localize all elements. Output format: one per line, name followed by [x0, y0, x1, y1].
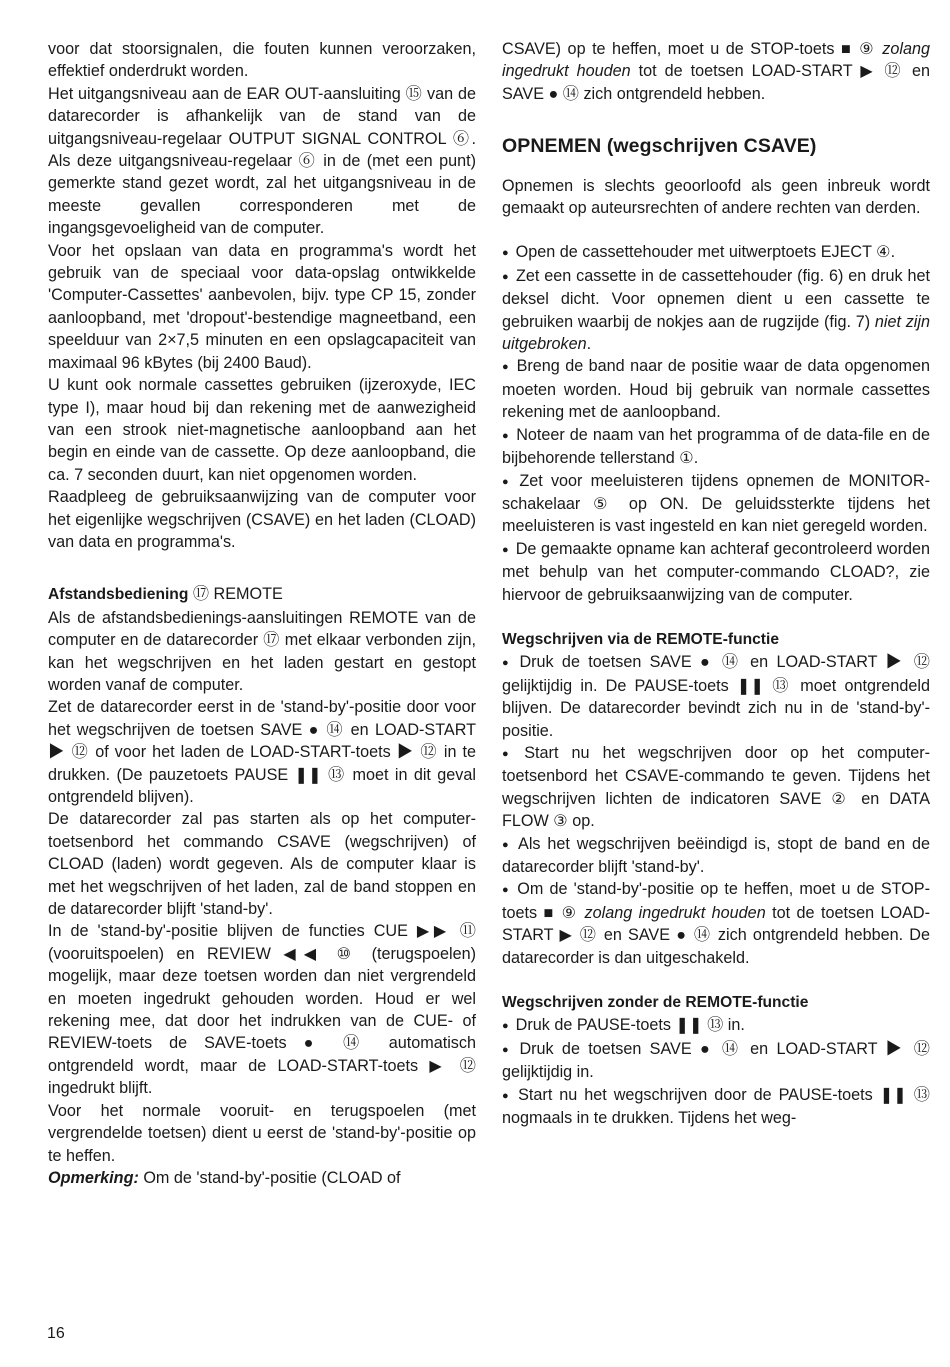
bullet-item: [502, 470, 930, 538]
emphasis-text: niet zijn uitgebroken: [502, 312, 930, 354]
paragraph: [502, 175, 930, 220]
paragraph-text: U kunt ook normale cassettes gebruiken (ijzeroxyde, IEC type I), maar houd bij dan rekening met de aanwezigheid van een strook niet-magnetische aanloopband aan het begin en einde van de cassette. Op deze aanloopband, die ca. 7 seconden duurt, kan niet opgenomen worden.: [48, 376, 476, 484]
paragraph-text: Start nu het wegschrijven door op het computer-toetsenbord het CSAVE-commando te geven. Tijdens het wegschrijven lichten de indicatoren SAVE ② en DATA FLOW ③ op.: [502, 743, 930, 831]
note-label: Opmerking:: [48, 1168, 139, 1187]
paragraph-text: Zet een cassette in de cassettehouder (fig. 6) en druk het deksel dicht. Voor opnemen dient u een cassette te gebruiken waarbij de nokjes aan de rugzijde (fig. 7): [502, 266, 930, 331]
right-column: [502, 38, 930, 1129]
paragraph: [48, 486, 476, 553]
bullet-item: [502, 1038, 930, 1084]
spacer: [502, 219, 930, 241]
paragraph-text: De gemaakte opname kan achteraf gecontroleerd worden met behulp van het computer-commando CLOAD?, zie hiervoor de gebruiksaanwijzing van de computer.: [502, 539, 930, 604]
paragraph-text: Raadpleeg de gebruiksaanwijzing van de computer voor het eigenlijke wegschrijven (CSAVE) en het laden (CLOAD) van data en programma's.: [48, 488, 476, 551]
note-text: Om de 'stand-by'-positie (CLOAD of: [138, 1168, 401, 1187]
subheading: [48, 583, 476, 606]
spacer: [502, 969, 930, 991]
subheading-text: Wegschrijven via de REMOTE-functie: [502, 630, 779, 648]
paragraph-text: In de 'stand-by'-positie blijven de functies CUE ▶▶ ⑪ (vooruitspoelen) en REVIEW ◀◀ ⑩ (terugspoelen) mogelijk, maar deze toetsen worden dan niet vergrendeld en moeten ingedrukt gehouden worden. Houd er wel rekening mee, dat door het indrukken van de CUE- of REVIEW-toets de SAVE-toets ● ⑭ automatisch ontgrendeld wordt, maar de LOAD-START-toets ▶ ⑫ ingedrukt blijft.: [48, 922, 476, 1098]
paragraph-tail: .: [586, 335, 592, 354]
paragraph-text: voor dat stoorsignalen, die fouten kunnen veroorzaken, effektief onderdrukt worden.: [48, 40, 476, 81]
subheading-suffix: ⑰ REMOTE: [188, 585, 283, 604]
paragraph-text: Breng de band naar de positie waar de data opgenomen moeten worden. Houd bij gebruik van normale cassettes rekening met de aanloopband.: [502, 357, 930, 422]
emphasis-text: zolang ingedrukt houden: [584, 903, 766, 922]
bullet-item: [502, 424, 930, 470]
paragraph-text: Om de 'stand-by'-positie op te heffen, moet u de STOP-toets ■ ⑨: [502, 880, 930, 922]
bullet-item: [502, 878, 930, 969]
paragraph: [48, 1100, 476, 1167]
paragraph-text: Open de cassettehouder met uitwerptoets EJECT ④.: [515, 243, 896, 262]
section-heading: OPNEMEN (wegschrijven CSAVE): [502, 135, 817, 158]
bullet-item: [502, 538, 930, 606]
paragraph-text: De datarecorder zal pas starten als op het computer-toetsenbord het commando CSAVE (wegschrijven) of CLOAD (laden) wordt gegeven. Als de computer klaar is met het wegschrijven of het laden, zal de band stoppen en de datarecorder blijft 'stand-by'.: [48, 810, 476, 919]
paragraph-tail: tot de toetsen LOAD-START ▶ ⑫ en SAVE ● ⑭ zich ontgrendeld hebben. De datarecorder is dan uitgeschakeld.: [502, 903, 930, 967]
bullet-item: [502, 742, 930, 833]
bullet-item: [502, 265, 930, 356]
paragraph: [502, 38, 930, 105]
bullet-item: [502, 833, 930, 879]
paragraph-text: Noteer de naam van het programma of de data-file en de bijbehorende tellerstand ①.: [502, 425, 931, 468]
spacer: [502, 158, 930, 175]
paragraph-text: Opnemen is slechts geoorloofd als geen inbreuk wordt gemaakt op auteursrechten of andere rechten van derden.: [502, 176, 930, 218]
paragraph-text: Druk de PAUSE-toets ❚❚ ⑬ in.: [515, 1016, 745, 1035]
left-column: [48, 38, 476, 1189]
paragraph: [48, 808, 476, 920]
subheading-text: Wegschrijven zonder de REMOTE-functie: [502, 994, 809, 1012]
paragraph-text: Zet voor meeluisteren tijdens opnemen de MONITOR-schakelaar ⑤ op ON. De geluidssterkte tijdens het meeluisteren is vast ingesteld en kan niet geregeld worden.: [502, 471, 930, 536]
paragraph-text: Druk de toetsen SAVE ● ⑭ en LOAD-START ▶ ⑫ gelijktijdig in. De PAUSE-toets ❚❚ ⑬ moet ontgrendeld blijven. De datarecorder bevindt zich nu in de 'stand-by'-positie.: [502, 653, 930, 740]
paragraph-text: Start nu het wegschrijven door de PAUSE-toets ❚❚ ⑬ nogmaals in te drukken. Tijdens het weg-: [502, 1085, 930, 1128]
paragraph-text: Als het wegschrijven beëindigd is, stopt de band en de datarecorder blijft 'stand-by'.: [502, 834, 930, 876]
paragraph: [48, 38, 476, 83]
paragraph-text: Voor het normale vooruit- en terugspoelen (met vergrendelde toetsen) dient u eerst de 'stand-by'-positie op te heffen.: [48, 1101, 476, 1165]
page-number: 16: [47, 1325, 65, 1342]
paragraph-text: Zet de datarecorder eerst in de 'stand-by'-positie door voor het wegschrijven de toetsen SAVE ● ⑭ en LOAD-START ▶ ⑫ of voor het laden de LOAD-START-toets ▶ ⑫ in te drukken. (De pauzetoets PAUSE ❚❚ ⑬ moet in dit geval ontgrendeld blijven).: [48, 698, 476, 806]
paragraph-tail: tot de toetsen LOAD-START ▶ ⑫ en SAVE ● ⑭ zich ontgrendeld hebben.: [502, 62, 930, 103]
paragraph-text: Het uitgangsniveau aan de EAR OUT-aansluiting ⑮ van de datarecorder is afhankelijk van de stand van de uitgangsniveau-regelaar OUTPUT SIGNAL CONTROL ⑥. Als deze uitgangsniveau-regelaar ⑥ in de (met een punt) gemerkte stand gezet wordt, zal het uitgangsniveau in de meeste gevallen corresponderen met de ingangsgevoeligheid van de computer.: [48, 84, 476, 238]
bullet-item: [502, 651, 930, 742]
spacer: [502, 105, 930, 135]
paragraph: [48, 607, 476, 697]
paragraph: [48, 920, 476, 1099]
paragraph: [48, 83, 476, 240]
paragraph: [48, 696, 476, 808]
paragraph: [48, 240, 476, 374]
paragraph-text: Als de afstandsbedienings-aansluitingen REMOTE van de computer en de datarecorder ⑰ met elkaar verbonden zijn, kan het wegschrijven en het laden gestart en gestopt worden vanaf de computer.: [48, 608, 476, 694]
emphasis-text: zolang ingedrukt houden: [502, 40, 930, 81]
paragraph-text: Druk de toetsen SAVE ● ⑭ en LOAD-START ▶ ⑫ gelijktijdig in.: [502, 1039, 930, 1082]
bullet-item: [502, 1084, 930, 1130]
paragraph: [48, 374, 476, 486]
paragraph-text: Voor het opslaan van data en programma's wordt het gebruik van de speciaal voor data-opslag ontwikkelde 'Computer-Cassettes' aanbevolen, bijv. type CP 15, zonder aanloopband, met 'dropout'-bestendige magneetband, een speelduur van 2×7,5 minuten en een opslagcapaciteit van maximaal 96 kBytes (bij 2400 Baud).: [48, 241, 476, 372]
note-paragraph: [48, 1167, 476, 1189]
subheading: [502, 991, 930, 1014]
bullet-item: [502, 241, 930, 264]
paragraph-text: CSAVE) op te heffen, moet u de STOP-toets ■ ⑨: [502, 40, 883, 58]
subheading: [502, 628, 930, 651]
bullet-item: [502, 355, 930, 423]
subheading-text: Afstandsbediening: [48, 586, 189, 604]
spacer: [48, 553, 476, 583]
bullet-item: [502, 1014, 930, 1037]
spacer: [502, 606, 930, 628]
